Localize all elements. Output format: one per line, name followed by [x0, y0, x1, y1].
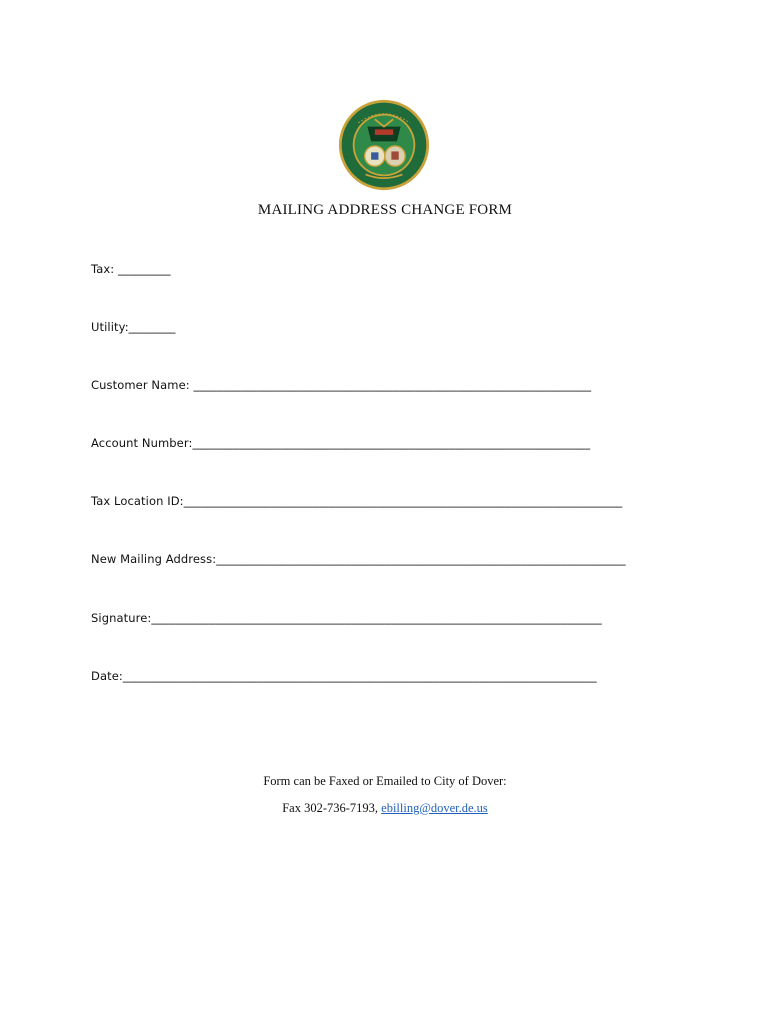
footer-instructions: Form can be Faxed or Emailed to City of Dover: [263, 774, 507, 788]
fax-number: Fax 302-736-7193, [282, 801, 382, 815]
signature-field[interactable]: Signature:_____________________________________________________________________________ [91, 611, 602, 625]
new-mailing-address-field[interactable]: New Mailing Address:______________________________________________________________________ [91, 552, 626, 566]
city-seal-icon [338, 99, 430, 191]
utility-field[interactable]: Utility:________ [91, 320, 176, 334]
email-link[interactable]: ebilling@dover.de.us [381, 801, 488, 815]
tax-location-id-field[interactable]: Tax Location ID:___________________________________________________________________________ [91, 494, 623, 508]
footer-contact [0, 801, 770, 816]
form-title: MAILING ADDRESS CHANGE FORM [257, 202, 513, 218]
account-number-field[interactable]: Account Number:____________________________________________________________________ [91, 436, 591, 450]
date-field[interactable]: Date:_________________________________________________________________________________ [91, 669, 597, 683]
customer-name-field[interactable]: Customer Name: ____________________________________________________________________ [91, 378, 592, 392]
tax-field[interactable]: Tax: _________ [91, 262, 171, 276]
